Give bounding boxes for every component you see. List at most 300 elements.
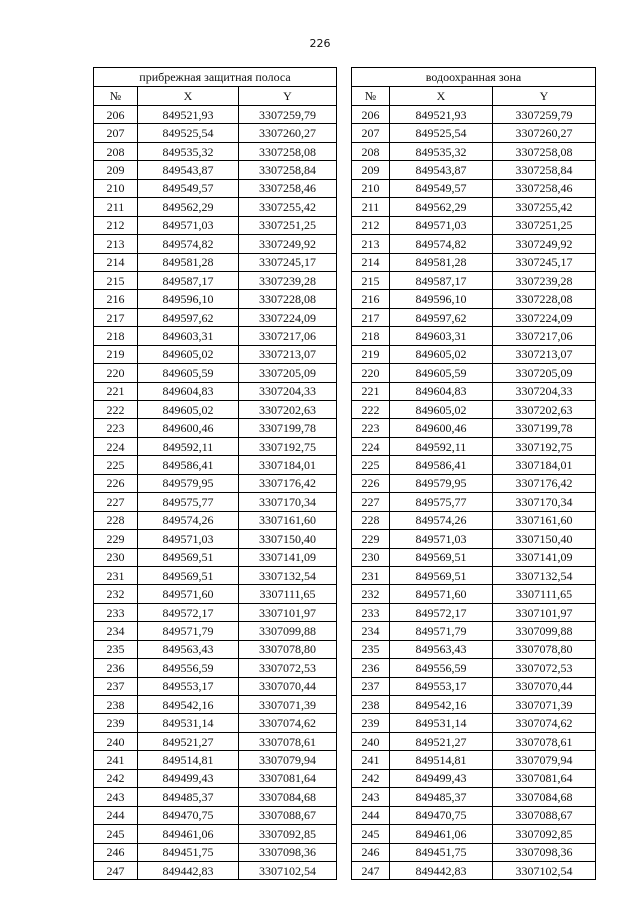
left-cell-y: 3307239,28 <box>239 271 337 289</box>
column-gap <box>337 290 352 308</box>
left-cell-x: 849605,02 <box>138 345 239 363</box>
table-row <box>94 566 596 584</box>
table-row <box>94 327 596 345</box>
table-row <box>94 382 596 400</box>
left-cell-x: 849574,26 <box>138 511 239 529</box>
right-cell-number: 223 <box>352 419 390 437</box>
right-cell-x: 849592,11 <box>390 437 493 455</box>
table-row <box>94 696 596 714</box>
column-gap <box>337 732 352 750</box>
column-gap <box>337 327 352 345</box>
right-cell-number: 236 <box>352 659 390 677</box>
column-gap <box>337 364 352 382</box>
left-cell-x: 849574,82 <box>138 235 239 253</box>
column-gap <box>337 106 352 124</box>
column-gap <box>337 271 352 289</box>
right-section-title: водоохранная зона <box>352 68 596 87</box>
section-title-row <box>94 68 596 87</box>
right-cell-number: 215 <box>352 271 390 289</box>
left-cell-x: 849575,77 <box>138 493 239 511</box>
right-cell-y: 3307074,62 <box>493 714 596 732</box>
table-row <box>94 825 596 843</box>
column-gap <box>337 659 352 677</box>
right-cell-y: 3307078,61 <box>493 732 596 750</box>
right-cell-x: 849597,62 <box>390 308 493 326</box>
left-cell-x: 849543,87 <box>138 161 239 179</box>
table-row <box>94 308 596 326</box>
left-cell-y: 3307255,42 <box>239 198 337 216</box>
table-row <box>94 142 596 160</box>
left-cell-x: 849592,11 <box>138 437 239 455</box>
left-cell-y: 3307132,54 <box>239 566 337 584</box>
table-row <box>94 622 596 640</box>
column-gap <box>337 456 352 474</box>
column-gap <box>337 843 352 861</box>
table-row <box>94 603 596 621</box>
left-cell-y: 3307258,46 <box>239 179 337 197</box>
right-cell-x: 849596,10 <box>390 290 493 308</box>
column-gap <box>337 198 352 216</box>
right-cell-x: 849461,06 <box>390 825 493 843</box>
page-number: 226 <box>309 37 331 50</box>
left-cell-number: 206 <box>94 106 138 124</box>
column-gap <box>337 751 352 769</box>
right-cell-y: 3307092,85 <box>493 825 596 843</box>
right-cell-y: 3307228,08 <box>493 290 596 308</box>
right-cell-number: 212 <box>352 216 390 234</box>
left-cell-x: 849604,83 <box>138 382 239 400</box>
column-gap <box>337 861 352 879</box>
right-header-y: Y <box>493 87 596 106</box>
left-cell-number: 224 <box>94 437 138 455</box>
right-cell-y: 3307072,53 <box>493 659 596 677</box>
left-cell-y: 3307072,53 <box>239 659 337 677</box>
right-cell-number: 228 <box>352 511 390 529</box>
left-cell-y: 3307092,85 <box>239 825 337 843</box>
right-cell-number: 242 <box>352 769 390 787</box>
left-cell-y: 3307078,80 <box>239 640 337 658</box>
column-gap <box>337 161 352 179</box>
left-cell-y: 3307088,67 <box>239 806 337 824</box>
table-row <box>94 511 596 529</box>
table-row <box>94 179 596 197</box>
left-cell-y: 3307228,08 <box>239 290 337 308</box>
left-cell-number: 220 <box>94 364 138 382</box>
right-cell-number: 237 <box>352 677 390 695</box>
right-cell-number: 232 <box>352 585 390 603</box>
left-cell-x: 849442,83 <box>138 861 239 879</box>
left-cell-number: 244 <box>94 806 138 824</box>
left-cell-number: 215 <box>94 271 138 289</box>
coordinates-table <box>93 67 596 880</box>
right-cell-y: 3307141,09 <box>493 548 596 566</box>
column-gap <box>337 382 352 400</box>
left-cell-y: 3307161,60 <box>239 511 337 529</box>
left-cell-number: 207 <box>94 124 138 142</box>
right-cell-number: 207 <box>352 124 390 142</box>
right-cell-x: 849605,59 <box>390 364 493 382</box>
right-cell-y: 3307088,67 <box>493 806 596 824</box>
left-cell-number: 208 <box>94 142 138 160</box>
right-cell-y: 3307202,63 <box>493 401 596 419</box>
left-cell-y: 3307205,09 <box>239 364 337 382</box>
right-cell-number: 247 <box>352 861 390 879</box>
left-cell-x: 849597,62 <box>138 308 239 326</box>
right-cell-number: 206 <box>352 106 390 124</box>
left-cell-y: 3307192,75 <box>239 437 337 455</box>
column-gap <box>337 235 352 253</box>
right-cell-y: 3307081,64 <box>493 769 596 787</box>
right-cell-y: 3307251,25 <box>493 216 596 234</box>
right-cell-x: 849543,87 <box>390 161 493 179</box>
column-gap <box>337 696 352 714</box>
table-row <box>94 640 596 658</box>
right-cell-x: 849521,93 <box>390 106 493 124</box>
right-cell-number: 246 <box>352 843 390 861</box>
column-gap <box>337 419 352 437</box>
left-cell-number: 223 <box>94 419 138 437</box>
left-cell-x: 849531,14 <box>138 714 239 732</box>
right-cell-y: 3307102,54 <box>493 861 596 879</box>
column-gap <box>337 179 352 197</box>
right-cell-y: 3307239,28 <box>493 271 596 289</box>
left-cell-x: 849572,17 <box>138 603 239 621</box>
right-cell-number: 222 <box>352 401 390 419</box>
right-cell-number: 220 <box>352 364 390 382</box>
right-cell-x: 849579,95 <box>390 474 493 492</box>
column-header-row <box>94 87 596 106</box>
right-cell-x: 849605,02 <box>390 345 493 363</box>
left-cell-x: 849451,75 <box>138 843 239 861</box>
left-cell-number: 210 <box>94 179 138 197</box>
left-cell-x: 849563,43 <box>138 640 239 658</box>
right-cell-number: 239 <box>352 714 390 732</box>
right-cell-y: 3307184,01 <box>493 456 596 474</box>
left-header-y: Y <box>239 87 337 106</box>
left-cell-number: 240 <box>94 732 138 750</box>
column-gap <box>337 603 352 621</box>
right-cell-y: 3307070,44 <box>493 677 596 695</box>
table-row <box>94 732 596 750</box>
column-gap <box>337 253 352 271</box>
right-cell-y: 3307255,42 <box>493 198 596 216</box>
right-cell-y: 3307245,17 <box>493 253 596 271</box>
left-section-title: прибрежная защитная полоса <box>94 68 337 87</box>
left-cell-y: 3307249,92 <box>239 235 337 253</box>
left-cell-y: 3307070,44 <box>239 677 337 695</box>
right-cell-number: 209 <box>352 161 390 179</box>
left-cell-y: 3307078,61 <box>239 732 337 750</box>
right-cell-x: 849521,27 <box>390 732 493 750</box>
left-cell-number: 227 <box>94 493 138 511</box>
right-cell-x: 849553,17 <box>390 677 493 695</box>
right-cell-x: 849549,57 <box>390 179 493 197</box>
left-cell-x: 849569,51 <box>138 548 239 566</box>
left-cell-number: 231 <box>94 566 138 584</box>
right-cell-number: 210 <box>352 179 390 197</box>
right-cell-y: 3307150,40 <box>493 530 596 548</box>
right-header-x: X <box>390 87 493 106</box>
right-cell-y: 3307176,42 <box>493 474 596 492</box>
column-gap <box>337 640 352 658</box>
right-cell-x: 849563,43 <box>390 640 493 658</box>
right-cell-x: 849531,14 <box>390 714 493 732</box>
right-cell-x: 849571,03 <box>390 216 493 234</box>
left-cell-x: 849535,32 <box>138 142 239 160</box>
table-row <box>94 198 596 216</box>
right-cell-x: 849586,41 <box>390 456 493 474</box>
right-cell-x: 849604,83 <box>390 382 493 400</box>
column-gap <box>337 437 352 455</box>
right-cell-number: 230 <box>352 548 390 566</box>
left-cell-x: 849553,17 <box>138 677 239 695</box>
right-cell-y: 3307101,97 <box>493 603 596 621</box>
left-cell-x: 849514,81 <box>138 751 239 769</box>
left-cell-number: 213 <box>94 235 138 253</box>
left-cell-x: 849470,75 <box>138 806 239 824</box>
table-row <box>94 474 596 492</box>
column-gap <box>337 308 352 326</box>
left-cell-number: 229 <box>94 530 138 548</box>
right-cell-x: 849569,51 <box>390 566 493 584</box>
left-cell-x: 849605,02 <box>138 401 239 419</box>
left-cell-number: 245 <box>94 825 138 843</box>
right-cell-x: 849571,03 <box>390 530 493 548</box>
right-cell-y: 3307204,33 <box>493 382 596 400</box>
left-cell-x: 849499,43 <box>138 769 239 787</box>
left-cell-y: 3307079,94 <box>239 751 337 769</box>
left-cell-y: 3307074,62 <box>239 714 337 732</box>
right-cell-x: 849571,60 <box>390 585 493 603</box>
right-cell-x: 849485,37 <box>390 788 493 806</box>
table-row <box>94 677 596 695</box>
left-cell-number: 211 <box>94 198 138 216</box>
right-cell-y: 3307260,27 <box>493 124 596 142</box>
left-cell-y: 3307098,36 <box>239 843 337 861</box>
table-row <box>94 437 596 455</box>
left-cell-number: 217 <box>94 308 138 326</box>
left-cell-x: 849571,03 <box>138 216 239 234</box>
table-row <box>94 714 596 732</box>
column-gap <box>337 511 352 529</box>
right-cell-number: 233 <box>352 603 390 621</box>
left-cell-y: 3307184,01 <box>239 456 337 474</box>
right-cell-y: 3307098,36 <box>493 843 596 861</box>
column-gap <box>337 769 352 787</box>
left-cell-number: 214 <box>94 253 138 271</box>
left-cell-number: 212 <box>94 216 138 234</box>
column-gap <box>337 566 352 584</box>
table-row <box>94 548 596 566</box>
right-cell-y: 3307249,92 <box>493 235 596 253</box>
left-cell-x: 849569,51 <box>138 566 239 584</box>
left-cell-number: 228 <box>94 511 138 529</box>
column-gap <box>337 806 352 824</box>
left-cell-y: 3307176,42 <box>239 474 337 492</box>
right-cell-x: 849470,75 <box>390 806 493 824</box>
left-cell-y: 3307251,25 <box>239 216 337 234</box>
right-cell-x: 849525,54 <box>390 124 493 142</box>
right-cell-x: 849572,17 <box>390 603 493 621</box>
right-cell-x: 849581,28 <box>390 253 493 271</box>
table-row <box>94 271 596 289</box>
column-gap <box>337 788 352 806</box>
left-header-number: № <box>94 87 138 106</box>
table-row <box>94 659 596 677</box>
right-cell-x: 849556,59 <box>390 659 493 677</box>
left-cell-number: 246 <box>94 843 138 861</box>
right-cell-x: 849575,77 <box>390 493 493 511</box>
left-cell-number: 230 <box>94 548 138 566</box>
right-cell-y: 3307071,39 <box>493 696 596 714</box>
column-gap <box>337 714 352 732</box>
right-cell-number: 244 <box>352 806 390 824</box>
left-cell-number: 209 <box>94 161 138 179</box>
left-cell-y: 3307081,64 <box>239 769 337 787</box>
table-row <box>94 788 596 806</box>
left-cell-number: 234 <box>94 622 138 640</box>
left-cell-number: 219 <box>94 345 138 363</box>
left-cell-x: 849485,37 <box>138 788 239 806</box>
left-cell-y: 3307199,78 <box>239 419 337 437</box>
left-cell-number: 242 <box>94 769 138 787</box>
left-cell-number: 232 <box>94 585 138 603</box>
left-cell-y: 3307111,65 <box>239 585 337 603</box>
right-cell-number: 218 <box>352 327 390 345</box>
right-cell-y: 3307132,54 <box>493 566 596 584</box>
table-row <box>94 161 596 179</box>
table-row <box>94 364 596 382</box>
right-cell-number: 216 <box>352 290 390 308</box>
column-gap <box>337 87 352 106</box>
left-cell-x: 849562,29 <box>138 198 239 216</box>
table-row <box>94 806 596 824</box>
left-cell-number: 225 <box>94 456 138 474</box>
left-cell-x: 849579,95 <box>138 474 239 492</box>
table-row <box>94 290 596 308</box>
left-cell-y: 3307245,17 <box>239 253 337 271</box>
right-cell-number: 243 <box>352 788 390 806</box>
left-cell-number: 222 <box>94 401 138 419</box>
right-cell-number: 219 <box>352 345 390 363</box>
table-row <box>94 235 596 253</box>
left-cell-y: 3307102,54 <box>239 861 337 879</box>
right-cell-y: 3307213,07 <box>493 345 596 363</box>
table-row <box>94 419 596 437</box>
left-cell-number: 237 <box>94 677 138 695</box>
right-cell-y: 3307161,60 <box>493 511 596 529</box>
column-gap <box>337 493 352 511</box>
left-cell-number: 241 <box>94 751 138 769</box>
right-cell-x: 849605,02 <box>390 401 493 419</box>
right-cell-number: 217 <box>352 308 390 326</box>
right-cell-number: 224 <box>352 437 390 455</box>
right-cell-number: 231 <box>352 566 390 584</box>
left-cell-number: 243 <box>94 788 138 806</box>
left-cell-number: 218 <box>94 327 138 345</box>
right-cell-x: 849562,29 <box>390 198 493 216</box>
column-gap <box>337 677 352 695</box>
right-cell-x: 849499,43 <box>390 769 493 787</box>
table-row <box>94 345 596 363</box>
table-row <box>94 861 596 879</box>
right-cell-number: 235 <box>352 640 390 658</box>
right-cell-number: 240 <box>352 732 390 750</box>
right-cell-y: 3307084,68 <box>493 788 596 806</box>
left-cell-x: 849521,27 <box>138 732 239 750</box>
right-cell-x: 849451,75 <box>390 843 493 861</box>
right-cell-y: 3307192,75 <box>493 437 596 455</box>
right-cell-x: 849603,31 <box>390 327 493 345</box>
right-cell-y: 3307258,46 <box>493 179 596 197</box>
left-cell-x: 849596,10 <box>138 290 239 308</box>
table-row <box>94 124 596 142</box>
left-cell-number: 216 <box>94 290 138 308</box>
right-cell-y: 3307258,84 <box>493 161 596 179</box>
table-row <box>94 456 596 474</box>
table-row <box>94 106 596 124</box>
left-cell-number: 235 <box>94 640 138 658</box>
column-gap <box>337 548 352 566</box>
left-cell-x: 849556,59 <box>138 659 239 677</box>
right-cell-x: 849542,16 <box>390 696 493 714</box>
left-cell-x: 849521,93 <box>138 106 239 124</box>
left-cell-x: 849581,28 <box>138 253 239 271</box>
table-row <box>94 216 596 234</box>
left-cell-x: 849605,59 <box>138 364 239 382</box>
right-cell-y: 3307111,65 <box>493 585 596 603</box>
left-cell-y: 3307213,07 <box>239 345 337 363</box>
left-cell-x: 849600,46 <box>138 419 239 437</box>
right-cell-number: 214 <box>352 253 390 271</box>
left-cell-y: 3307150,40 <box>239 530 337 548</box>
left-cell-number: 236 <box>94 659 138 677</box>
left-cell-x: 849525,54 <box>138 124 239 142</box>
table-row <box>94 843 596 861</box>
table-row <box>94 769 596 787</box>
left-header-x: X <box>138 87 239 106</box>
right-header-number: № <box>352 87 390 106</box>
left-cell-y: 3307204,33 <box>239 382 337 400</box>
column-gap <box>337 124 352 142</box>
left-cell-x: 849571,60 <box>138 585 239 603</box>
left-cell-y: 3307084,68 <box>239 788 337 806</box>
right-cell-x: 849571,79 <box>390 622 493 640</box>
left-cell-y: 3307260,27 <box>239 124 337 142</box>
left-cell-x: 849542,16 <box>138 696 239 714</box>
left-cell-y: 3307101,97 <box>239 603 337 621</box>
right-cell-number: 208 <box>352 142 390 160</box>
right-cell-y: 3307258,08 <box>493 142 596 160</box>
right-cell-x: 849574,26 <box>390 511 493 529</box>
right-cell-y: 3307199,78 <box>493 419 596 437</box>
right-cell-number: 225 <box>352 456 390 474</box>
column-gap <box>337 585 352 603</box>
table-row <box>94 585 596 603</box>
left-cell-y: 3307258,84 <box>239 161 337 179</box>
right-cell-number: 211 <box>352 198 390 216</box>
left-cell-number: 221 <box>94 382 138 400</box>
right-cell-x: 849574,82 <box>390 235 493 253</box>
right-cell-y: 3307259,79 <box>493 106 596 124</box>
left-cell-x: 849571,79 <box>138 622 239 640</box>
left-cell-y: 3307099,88 <box>239 622 337 640</box>
left-cell-number: 233 <box>94 603 138 621</box>
left-cell-y: 3307258,08 <box>239 142 337 160</box>
right-cell-x: 849535,32 <box>390 142 493 160</box>
left-cell-x: 849571,03 <box>138 530 239 548</box>
column-gap <box>337 401 352 419</box>
